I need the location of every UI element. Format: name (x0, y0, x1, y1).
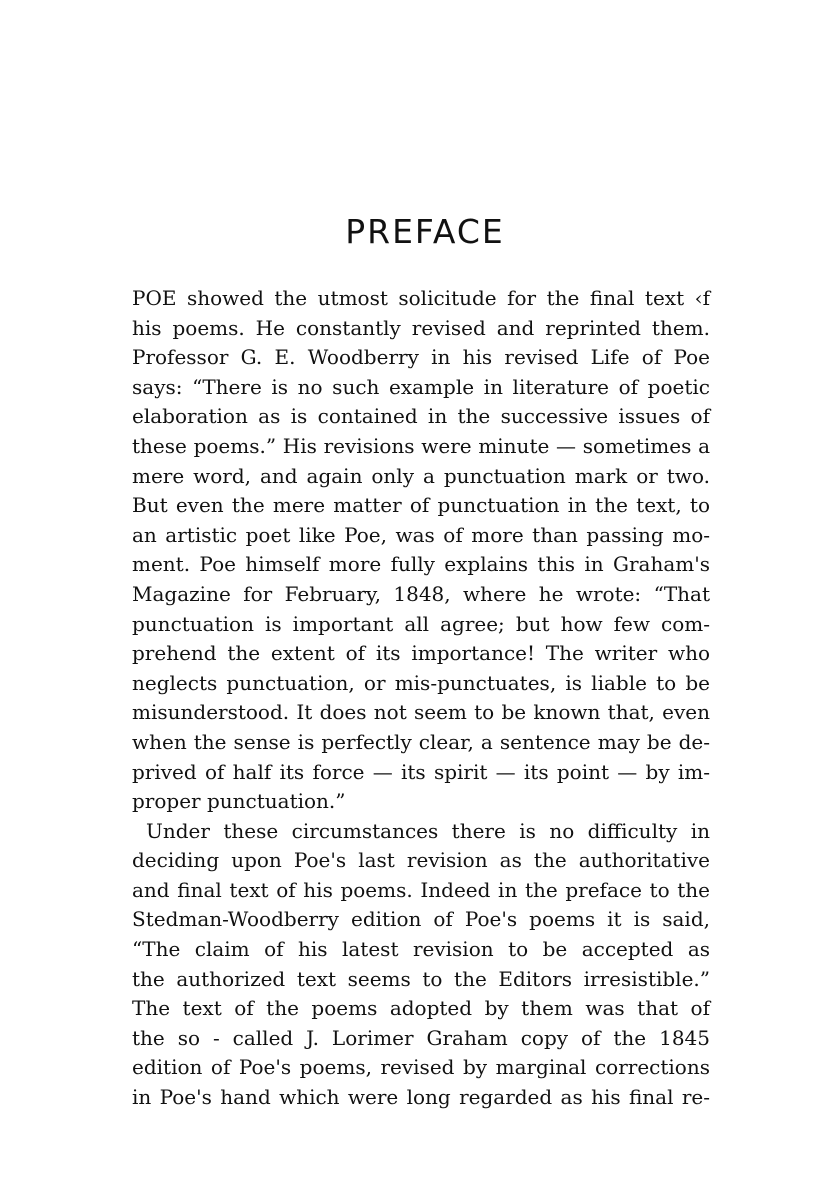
text-line: the authorized text seems to the Editors irresistible.” (132, 966, 710, 991)
text-line: misunderstood. It does not seem to be known that, even (132, 700, 710, 725)
text-line: these poems.” His revisions were minute — sometimes a (132, 433, 710, 458)
text-line: ment. Poe himself more fully explains this in Graham's (132, 552, 710, 577)
paragraph-1 (132, 284, 710, 817)
text-line: prehend the extent of its importance! The writer who (132, 641, 710, 666)
text-line: elaboration as is contained in the successive issues of (132, 404, 710, 429)
text-line: neglects punctuation, or mis-punctuates, is liable to be (132, 670, 710, 695)
text-line: The text of the poems adopted by them was that of (132, 996, 710, 1021)
text-line: But even the mere matter of punctuation in the text, to (132, 493, 710, 518)
text-line: mere word, and again only a punctuation mark or two. (132, 463, 710, 488)
text-line: the so - called J. Lorimer Graham copy of the 1845 (132, 1025, 710, 1050)
text-line: edition of Poe's poems, revised by marginal corrections (132, 1055, 710, 1080)
text-line: “The claim of his latest revision to be accepted as (132, 937, 710, 962)
text-line: in Poe's hand which were long regarded as his final re- (132, 1085, 710, 1110)
text-line: Under these circumstances there is no difficulty in (146, 818, 710, 843)
text-line: Professor G. E. Woodberry in his revised Life of Poe (132, 345, 710, 370)
text-line: says: “There is no such example in literature of poetic (132, 374, 710, 399)
text-line: Stedman-Woodberry edition of Poe's poems it is said, (132, 907, 710, 932)
text-line: deciding upon Poe's last revision as the authoritative (132, 848, 710, 873)
paragraph-2 (132, 817, 710, 1113)
text-line: POE showed the utmost solicitude for the final text ‹f (132, 286, 710, 310)
text-line: Magazine for February, 1848, where he wrote: “That (132, 581, 710, 606)
text-line: and final text of his poems. Indeed in the preface to the (132, 877, 710, 902)
page-title: PREFACE (345, 212, 505, 251)
text-line: an artistic poet like Poe, was of more than passing mo- (132, 522, 710, 547)
text-line: his poems. He constantly revised and reprinted them. (132, 315, 710, 340)
text-line: prived of half its force — its spirit — its point — by im- (132, 759, 710, 784)
text-line: when the sense is perfectly clear, a sentence may be de- (132, 729, 710, 754)
text-line: proper punctuation.” (132, 789, 346, 814)
text-line: punctuation is important all agree; but how few com- (132, 611, 710, 636)
body-text (132, 284, 710, 1113)
